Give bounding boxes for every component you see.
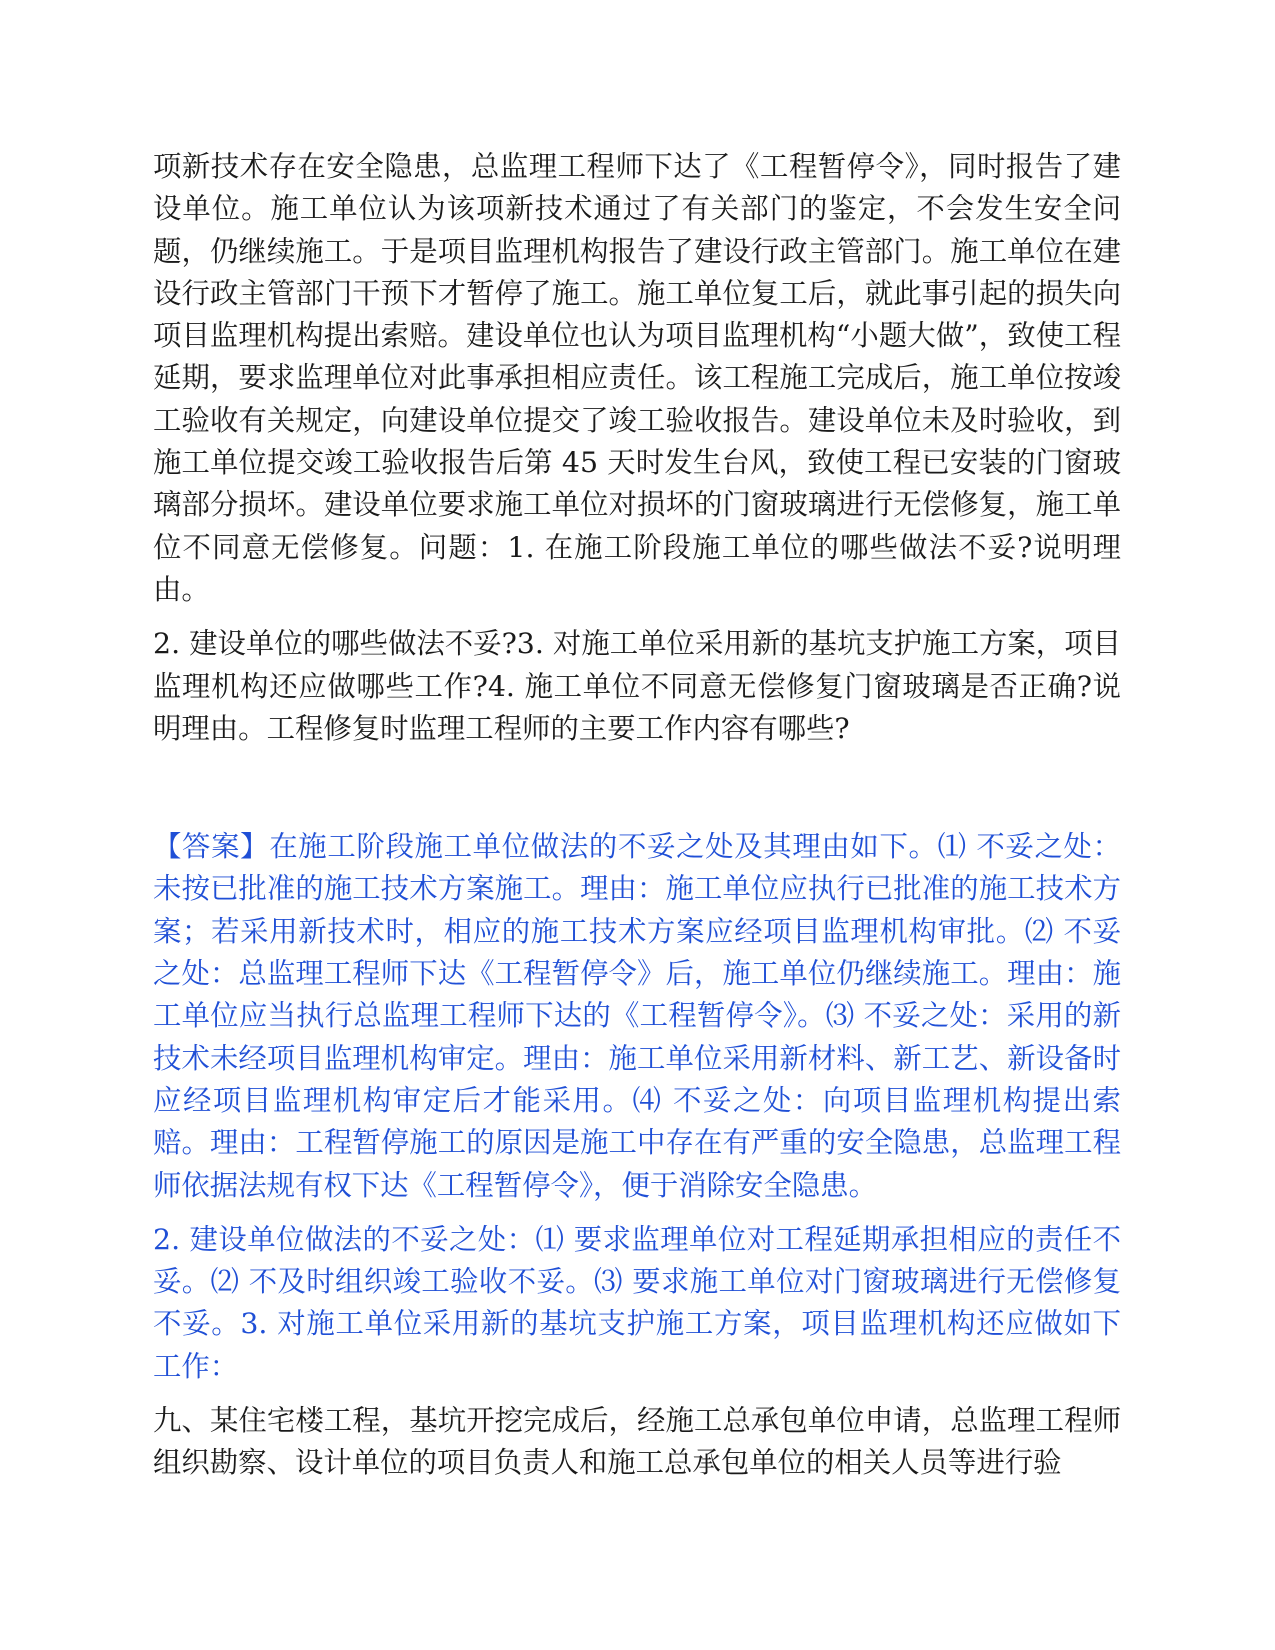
- answer-text-1: 在施工阶段施工单位做法的不妥之处及其理由如下。⑴ 不妥之处：未按已批准的施工技术方案施工。理由：施工单位应执行已批准的施工技术方案；若采用新技术时，相应的施工技术方案应经项目监理机构审批。⑵ 不妥之处：总监理工程师下达《工程暂停令》后，施工单位仍继续施工。理由：施工单位应当执行总监理工程师下达的《工程暂停令》。⑶ 不妥之处：采用的新技术未经项目监理机构审定。理由：施工单位采用新材料、新工艺、新设备时应经项目监理机构审定后才能采用。⑷ 不妥之处：向项目监理机构提出索赔。理由：工程暂停施工的原因是施工中存在有严重的安全隐患，总监理工程师依据法规有权下达《工程暂停令》，便于消除安全隐患。: [153, 830, 1121, 1202]
- document-body: [153, 146, 1121, 1485]
- answer-label: 【答案】: [153, 830, 270, 864]
- paragraph-spacer: [153, 611, 1121, 623]
- question-paragraph-1: 项新技术存在安全隐患，总监理工程师下达了《工程暂停令》，同时报告了建设单位。施工单位认为该项新技术通过了有关部门的鉴定，不会发生安全问题，仍继续施工。于是项目监理机构报告了建设行政主管部门。施工单位在建设行政主管部门干预下才暂停了施工。施工单位复工后，就此事引起的损失向项目监理机构提出索赔。建设单位也认为项目监理机构“小题大做”，致使工程延期，要求监理单位对此事承担相应责任。该工程施工完成后，施工单位按竣工验收有关规定，向建设单位提交了竣工验收报告。建设单位未及时验收，到施工单位提交竣工验收报告后第 45 天时发生台风，致使工程已安装的门窗玻璃部分损坏。建设单位要求施工单位对损坏的门窗玻璃进行无偿修复，施工单位不同意无偿修复。问题：1. 在施工阶段施工单位的哪些做法不妥?说明理由。: [153, 150, 1121, 606]
- question-9-paragraph: 九、某住宅楼工程，基坑开挖完成后，经施工总承包单位申请，总监理工程师组织勘察、设计单位的项目负责人和施工总承包单位的相关人员等进行验: [153, 1404, 1121, 1480]
- paragraph-spacer: [153, 1207, 1121, 1219]
- answer-paragraph-2: 2. 建设单位做法的不妥之处：⑴ 要求监理单位对工程延期承担相应的责任不妥。⑵ 不及时组织竣工验收不妥。⑶ 要求施工单位对门窗玻璃进行无偿修复不妥。3. 对施工单位采用新的基坑支护施工方案，项目监理机构还应做如下工作：: [153, 1222, 1121, 1383]
- paragraph-spacer: [153, 1388, 1121, 1400]
- question-paragraph-2: 2. 建设单位的哪些做法不妥?3. 对施工单位采用新的基坑支护施工方案，项目监理机构还应做哪些工作?4. 施工单位不同意无偿修复门窗玻璃是否正确?说明理由。工程修复时监理工程师的主要工作内容有哪些?: [153, 627, 1121, 745]
- answer-paragraph-1: [153, 826, 1121, 1207]
- section-spacer: [153, 750, 1121, 826]
